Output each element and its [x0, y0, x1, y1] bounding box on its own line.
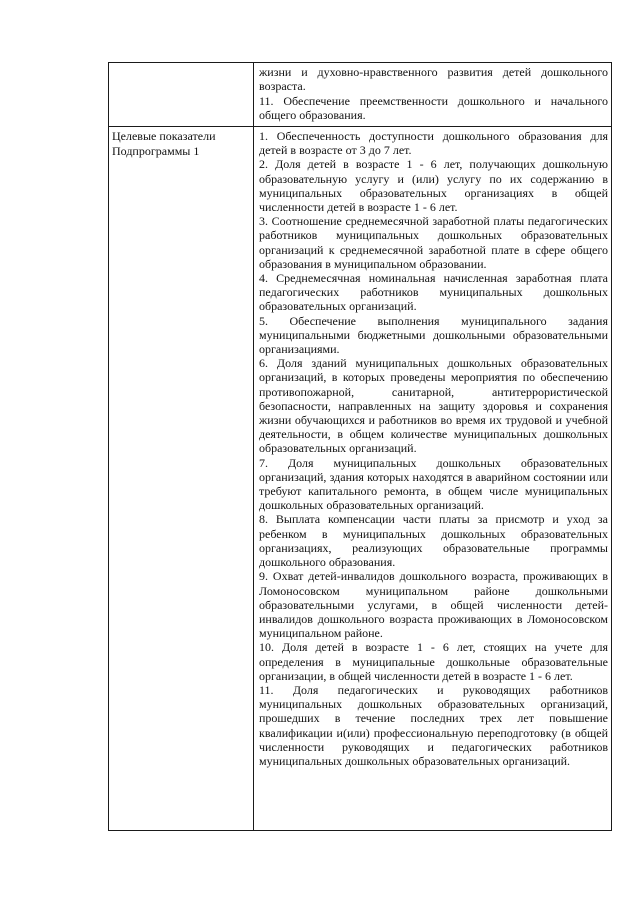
- indicator-item: 3. Соотношение среднемесячной заработной платы педагогических работников муниципальных дошкольных образовательных организаций к среднемесячной заработной плате в сфере общего образования в муниципальном образовании.: [259, 214, 608, 271]
- indicator-item: 2. Доля детей в возрасте 1 - 6 лет, получающих дошкольную образовательную услугу и (или) услугу по их содержанию в муниципальных образовательных организациях в общей численности детей в возрасте 1 - 6 лет.: [259, 157, 608, 215]
- indicators-label-cell: [109, 127, 254, 830]
- indicator-item: 10. Доля детей в возрасте 1 - 6 лет, стоящих на учете для определения в муниципальные дошкольные образовательные организации, в общей численности детей в возрасте 1 - 6 лет.: [259, 640, 608, 683]
- document-table: [108, 62, 612, 831]
- table-row-indicators: [109, 127, 611, 830]
- indicator-item: 7. Доля муниципальных дошкольных образовательных организаций, здания которых находятся в аварийном состоянии или требуют капитального ремонта, в общем числе муниципальных дошкольных образовательных организаций.: [259, 455, 608, 513]
- indicator-item: 1. Обеспеченность доступности дошкольного образования для детей в возрасте от 3 до 7 лет.: [259, 129, 608, 158]
- continuation-label-cell: [109, 63, 254, 126]
- indicator-item: 5. Обеспечение выполнения муниципального задания муниципальными бюджетными дошкольными образовательными организациями.: [259, 313, 608, 357]
- indicator-item: 11. Доля педагогических и руководящих работников муниципальных дошкольных образовательных организаций, прошедших в течение последних трех лет повышение квалификации и(или) профессиональную переподготовку (в общей численности руководящих и педагогических работников муниципальных дошкольных образовательных организаций.: [259, 682, 608, 768]
- continuation-content-cell: [254, 63, 611, 126]
- indicator-item: 6. Доля зданий муниципальных дошкольных образовательных организаций, в которых проведены мероприятия по обеспечению противопожарной, санитарной, антитеррористической безопасности, направленных на защиту здоровья и сохранения жизни обучающихся и работников во время их трудовой и учебной деятельности, в общем количестве муниципальных дошкольных образовательных организаций.: [259, 356, 608, 456]
- continuation-paragraph: жизни и духовно-нравственного развития детей дошкольного возраста.: [259, 65, 608, 94]
- indicators-label-line: Подпрограммы 1: [112, 143, 200, 158]
- indicator-item: 9. Охват детей-инвалидов дошкольного возраста, проживающих в Ломоносовском муниципальном районе дошкольными образовательными услугами, в общей численности детей-инвалидов дошкольного возраста проживающих в Ломоносовском муниципальном районе.: [259, 569, 608, 641]
- continuation-paragraph: 11. Обеспечение преемственности дошкольного и начального общего образования.: [259, 93, 608, 123]
- indicators-content-cell: [254, 127, 611, 830]
- indicators-label-line: Целевые показатели: [112, 129, 216, 143]
- indicator-item: 8. Выплата компенсации части платы за присмотр и уход за ребенком в муниципальных дошкольных образовательных организациях, реализующих образовательные программы дошкольного образования.: [259, 512, 608, 570]
- table-row-continuation: [109, 63, 611, 127]
- indicator-item: 4. Среднемесячная номинальная начисленная заработная плата педагогических работников муниципальных дошкольных образовательных организаций.: [259, 271, 608, 314]
